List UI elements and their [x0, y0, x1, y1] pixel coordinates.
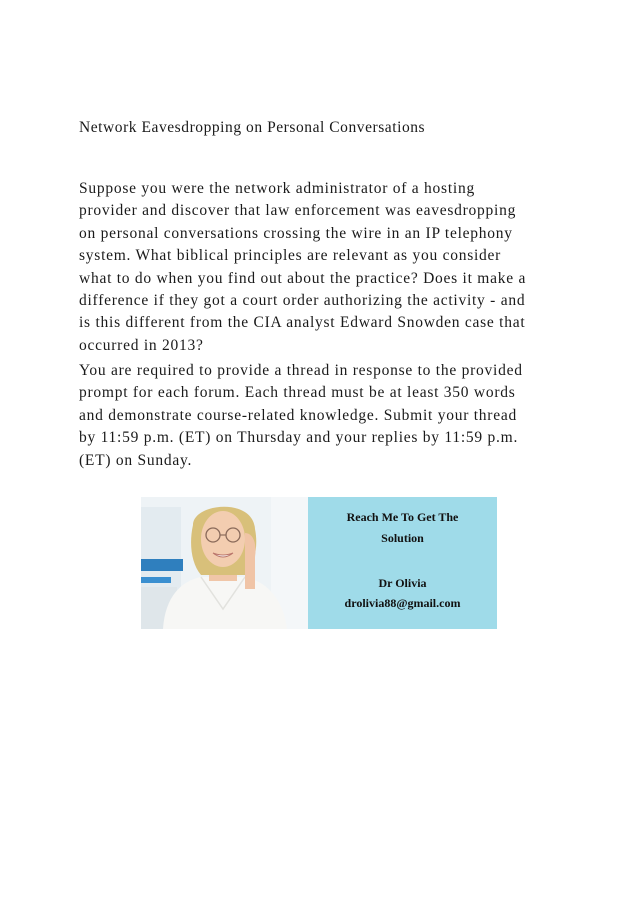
tutor-name: Dr Olivia [378, 576, 427, 590]
document-title: Network Eavesdropping on Personal Conversations [79, 119, 426, 136]
text-line: on personal conversations crossing the wire in an IP telephony [79, 224, 513, 242]
text-line: You are required to provide a thread in response to the provided [79, 362, 523, 379]
banner-headline: Reach Me To Get The [346, 510, 459, 524]
text-line: prompt for each forum. Each thread must be at least 350 words [79, 384, 516, 402]
tutor-photo [141, 497, 308, 629]
text-line: occurred in 2013? [79, 336, 204, 354]
text-line: and demonstrate course-related knowledge. Submit your thread [79, 406, 517, 424]
text-line: (ET) on Sunday. [79, 451, 193, 469]
contact-banner [141, 497, 497, 629]
paragraph-prompt [79, 178, 526, 357]
paragraph-requirements [79, 360, 523, 472]
text-line: difference if they got a court order authorizing the activity - and [79, 291, 526, 309]
tutor-email[interactable]: drolivia88@gmail.com [344, 596, 461, 610]
text-line: what to do when you find out about the practice? Does it make a [79, 269, 527, 287]
text-line: by 11:59 p.m. (ET) on Thursday and your replies by 11:59 p.m. [79, 429, 519, 447]
contact-panel [308, 497, 497, 629]
text-line: is this different from the CIA analyst Edward Snowden case that [79, 314, 526, 332]
text-line: system. What biblical principles are relevant as you consider [79, 247, 502, 265]
text-line: provider and discover that law enforcement was eavesdropping [79, 202, 517, 220]
text-line: Suppose you were the network administrator of a hosting [79, 180, 475, 197]
banner-headline-2: Solution [381, 531, 424, 545]
